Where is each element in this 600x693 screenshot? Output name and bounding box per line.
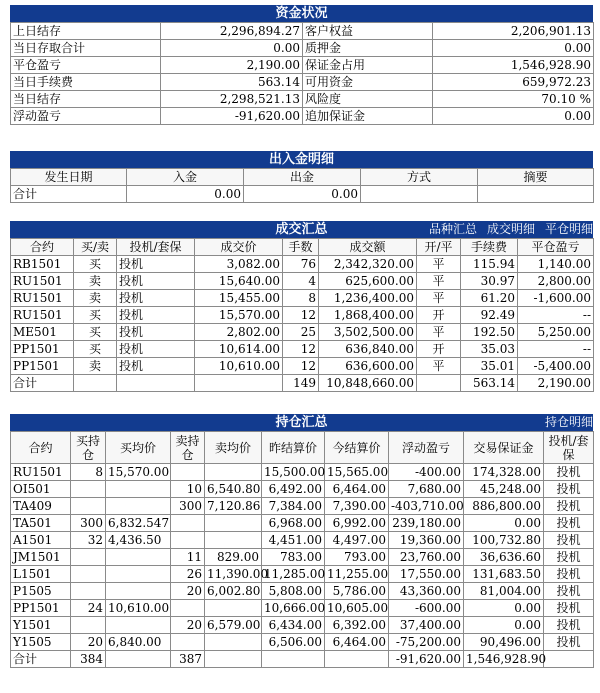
- summary-cell: 当日手续费: [11, 74, 161, 91]
- position-column-header: 卖持仓: [171, 432, 205, 464]
- position-cell: 投机: [544, 498, 594, 515]
- position-summary-header: [10, 414, 593, 431]
- deposit-column-header: 发生日期: [11, 169, 127, 186]
- position-cell: 6,540.80: [205, 481, 262, 498]
- position-cell: [205, 515, 262, 532]
- position-cell: 投机: [544, 532, 594, 549]
- trade-column-header: 成交额: [319, 239, 417, 256]
- position-total-cell: [106, 651, 171, 668]
- position-column-header: 卖均价: [205, 432, 262, 464]
- trade-cell: 8: [283, 290, 319, 307]
- position-cell: [106, 498, 171, 515]
- trade-total-cell: 563.14: [461, 375, 518, 392]
- position-cell: 20: [171, 617, 205, 634]
- summary-cell: 追加保证金: [303, 108, 433, 125]
- position-cell: 6,840.00: [106, 634, 171, 651]
- summary-row: [11, 91, 594, 108]
- position-row: [11, 549, 594, 566]
- position-cell: 6,002.80: [205, 583, 262, 600]
- deposit-header-row: [11, 169, 594, 186]
- summary-cell: 0.00: [161, 40, 303, 57]
- trade-summary-link[interactable]: 平仓明细: [544, 222, 593, 236]
- position-cell: [71, 498, 106, 515]
- trade-column-header: 合约: [11, 239, 74, 256]
- trade-cell: --: [518, 341, 594, 358]
- position-cell: [106, 481, 171, 498]
- position-cell: 10,610.00: [106, 600, 171, 617]
- deposit-cell: [361, 186, 478, 203]
- deposit-withdrawal-title: 出入金明细: [10, 151, 593, 168]
- trade-cell: 1,868,400.00: [319, 307, 417, 324]
- trade-summary-links: [419, 221, 593, 238]
- summary-row: [11, 40, 594, 57]
- position-cell: -400.00: [389, 464, 464, 481]
- position-cell: [106, 566, 171, 583]
- position-cell: 投机: [544, 600, 594, 617]
- position-cell: 15,500.00: [262, 464, 325, 481]
- position-cell: Y1501: [11, 617, 71, 634]
- summary-row: [11, 57, 594, 74]
- position-cell: 239,180.00: [389, 515, 464, 532]
- position-cell: 5,786.00: [325, 583, 389, 600]
- summary-cell: 2,298,521.13: [161, 91, 303, 108]
- position-row: [11, 532, 594, 549]
- position-total-cell: [325, 651, 389, 668]
- position-cell: 20: [171, 583, 205, 600]
- position-cell: RU1501: [11, 464, 71, 481]
- position-header-row: [11, 432, 594, 464]
- position-cell: P1505: [11, 583, 71, 600]
- position-cell: 0.00: [464, 600, 544, 617]
- summary-cell: 1,546,928.90: [433, 57, 594, 74]
- position-row: [11, 464, 594, 481]
- position-cell: [71, 549, 106, 566]
- trade-cell: 投机: [117, 290, 195, 307]
- trade-cell: 12: [283, 341, 319, 358]
- summary-cell: 70.10 %: [433, 91, 594, 108]
- summary-cell: 2,206,901.13: [433, 23, 594, 40]
- position-cell: 36,636.60: [464, 549, 544, 566]
- position-cell: 投机: [544, 566, 594, 583]
- summary-cell: -91,620.00: [161, 108, 303, 125]
- position-total-cell: [205, 651, 262, 668]
- position-total-cell: -91,620.00: [389, 651, 464, 668]
- deposit-withdrawal-table: [10, 168, 594, 203]
- position-cell: 6,392.00: [325, 617, 389, 634]
- position-row: [11, 583, 594, 600]
- position-cell: 7,120.86: [205, 498, 262, 515]
- summary-row: [11, 23, 594, 40]
- position-total-cell: 384: [71, 651, 106, 668]
- position-cell: 23,760.00: [389, 549, 464, 566]
- position-cell: 0.00: [464, 515, 544, 532]
- trade-cell: RU1501: [11, 307, 74, 324]
- trade-cell: 4: [283, 273, 319, 290]
- position-cell: JM1501: [11, 549, 71, 566]
- position-cell: [171, 532, 205, 549]
- position-cell: 174,328.00: [464, 464, 544, 481]
- position-cell: [71, 481, 106, 498]
- position-cell: 15,565.00: [325, 464, 389, 481]
- position-cell: 5,808.00: [262, 583, 325, 600]
- position-column-header: 投机/套保: [544, 432, 594, 464]
- trade-cell: --: [518, 307, 594, 324]
- trade-cell: 卖: [74, 358, 117, 375]
- deposit-column-header: 出金: [244, 169, 361, 186]
- position-cell: 37,400.00: [389, 617, 464, 634]
- position-cell: 783.00: [262, 549, 325, 566]
- position-cell: 300: [171, 498, 205, 515]
- trade-cell: 平: [417, 290, 461, 307]
- deposit-column-header: 摘要: [478, 169, 594, 186]
- position-cell: 19,360.00: [389, 532, 464, 549]
- trade-row: [11, 256, 594, 273]
- summary-cell: 当日结存: [11, 91, 161, 108]
- position-cell: [171, 634, 205, 651]
- trade-row: [11, 290, 594, 307]
- trade-cell: 625,600.00: [319, 273, 417, 290]
- trade-summary-table: [10, 238, 594, 392]
- trade-cell: 10,610.00: [195, 358, 283, 375]
- position-column-header: 买持仓: [71, 432, 106, 464]
- trade-cell: 买: [74, 307, 117, 324]
- trade-cell: 平: [417, 358, 461, 375]
- position-cell: TA409: [11, 498, 71, 515]
- position-cell: 投机: [544, 583, 594, 600]
- trade-cell: 3,502,500.00: [319, 324, 417, 341]
- position-cell: 15,570.00: [106, 464, 171, 481]
- summary-row: [11, 108, 594, 125]
- position-total-cell: 1,546,928.90: [464, 651, 544, 668]
- summary-cell: 上日结存: [11, 23, 161, 40]
- trade-cell: RB1501: [11, 256, 74, 273]
- position-summary-links: [535, 414, 593, 431]
- trade-total-cell: 合计: [11, 375, 74, 392]
- position-cell: [106, 549, 171, 566]
- trade-summary-title: 成交汇总: [275, 222, 328, 237]
- trade-cell: -5,400.00: [518, 358, 594, 375]
- deposit-withdrawal-section: [10, 151, 593, 203]
- position-cell: [205, 532, 262, 549]
- summary-cell: 浮动盈亏: [11, 108, 161, 125]
- position-cell: 4,497.00: [325, 532, 389, 549]
- trade-column-header: 买/卖: [74, 239, 117, 256]
- position-cell: 81,004.00: [464, 583, 544, 600]
- trade-cell: 投机: [117, 358, 195, 375]
- trade-row: [11, 273, 594, 290]
- trade-column-header: 手数: [283, 239, 319, 256]
- trade-column-header: 投机/套保: [117, 239, 195, 256]
- position-summary-table: [10, 431, 594, 668]
- position-cell: 7,390.00: [325, 498, 389, 515]
- summary-cell: 平仓盈亏: [11, 57, 161, 74]
- position-cell: [205, 464, 262, 481]
- position-total-cell: [262, 651, 325, 668]
- trade-header-row: [11, 239, 594, 256]
- position-cell: 17,550.00: [389, 566, 464, 583]
- trade-summary-link[interactable]: 品种汇总: [428, 222, 477, 236]
- trade-cell: RU1501: [11, 290, 74, 307]
- position-cell: 32: [71, 532, 106, 549]
- position-cell: [205, 600, 262, 617]
- position-cell: 90,496.00: [464, 634, 544, 651]
- position-summary-section: [10, 414, 593, 668]
- trade-cell: 12: [283, 358, 319, 375]
- trade-row: [11, 358, 594, 375]
- position-cell: A1501: [11, 532, 71, 549]
- trade-total-cell: [74, 375, 117, 392]
- position-row: [11, 498, 594, 515]
- trade-cell: 卖: [74, 273, 117, 290]
- position-cell: 10,666.00: [262, 600, 325, 617]
- position-row: [11, 600, 594, 617]
- position-cell: L1501: [11, 566, 71, 583]
- position-cell: [205, 634, 262, 651]
- trade-cell: 开: [417, 341, 461, 358]
- deposit-column-header: 入金: [127, 169, 244, 186]
- position-summary-link[interactable]: 持仓明细: [544, 415, 593, 429]
- trade-cell: RU1501: [11, 273, 74, 290]
- position-cell: 829.00: [205, 549, 262, 566]
- position-total-cell: 387: [171, 651, 205, 668]
- trade-cell: 25: [283, 324, 319, 341]
- trade-row: [11, 307, 594, 324]
- position-cell: 300: [71, 515, 106, 532]
- trade-cell: PP1501: [11, 341, 74, 358]
- position-cell: 6,992.00: [325, 515, 389, 532]
- trade-row: [11, 341, 594, 358]
- position-cell: 0.00: [464, 617, 544, 634]
- trade-total-cell: 10,848,660.00: [319, 375, 417, 392]
- trade-cell: 2,342,320.00: [319, 256, 417, 273]
- position-cell: 投机: [544, 515, 594, 532]
- position-cell: 10: [171, 481, 205, 498]
- funds-summary-section: [10, 5, 593, 125]
- trade-cell: 61.20: [461, 290, 518, 307]
- position-cell: -75,200.00: [389, 634, 464, 651]
- position-cell: 投机: [544, 549, 594, 566]
- position-cell: -600.00: [389, 600, 464, 617]
- trade-total-cell: [417, 375, 461, 392]
- trade-cell: 76: [283, 256, 319, 273]
- position-row: [11, 566, 594, 583]
- summary-cell: 客户权益: [303, 23, 433, 40]
- funds-summary-table: [10, 22, 594, 125]
- summary-cell: 保证金占用: [303, 57, 433, 74]
- trade-cell: 3,082.00: [195, 256, 283, 273]
- position-cell: 6,464.00: [325, 634, 389, 651]
- deposit-cell: 0.00: [127, 186, 244, 203]
- position-cell: 投机: [544, 617, 594, 634]
- position-column-header: 交易保证金: [464, 432, 544, 464]
- summary-cell: 0.00: [433, 108, 594, 125]
- position-column-header: 昨结算价: [262, 432, 325, 464]
- trade-cell: PP1501: [11, 358, 74, 375]
- trade-cell: 15,640.00: [195, 273, 283, 290]
- deposit-column-header: 方式: [361, 169, 478, 186]
- position-cell: [71, 617, 106, 634]
- summary-cell: 2,296,894.27: [161, 23, 303, 40]
- position-cell: -403,710.00: [389, 498, 464, 515]
- summary-cell: 风险度: [303, 91, 433, 108]
- trade-summary-section: [10, 221, 593, 392]
- trade-cell: 192.50: [461, 324, 518, 341]
- position-row: [11, 515, 594, 532]
- position-column-header: 今结算价: [325, 432, 389, 464]
- position-cell: PP1501: [11, 600, 71, 617]
- trade-cell: 平: [417, 256, 461, 273]
- position-cell: TA501: [11, 515, 71, 532]
- trade-cell: 10,614.00: [195, 341, 283, 358]
- trade-cell: 5,250.00: [518, 324, 594, 341]
- position-cell: 6,434.00: [262, 617, 325, 634]
- position-cell: 投机: [544, 481, 594, 498]
- position-cell: 11,285.00: [262, 566, 325, 583]
- trade-cell: 投机: [117, 273, 195, 290]
- position-cell: 11: [171, 549, 205, 566]
- trade-cell: 30.97: [461, 273, 518, 290]
- position-cell: [171, 515, 205, 532]
- position-cell: 131,683.50: [464, 566, 544, 583]
- position-row: [11, 481, 594, 498]
- position-cell: 4,436.50: [106, 532, 171, 549]
- summary-cell: 当日存取合计: [11, 40, 161, 57]
- trade-cell: 1,140.00: [518, 256, 594, 273]
- trade-cell: 投机: [117, 307, 195, 324]
- trade-cell: 买: [74, 324, 117, 341]
- position-cell: 4,451.00: [262, 532, 325, 549]
- trade-total-cell: 149: [283, 375, 319, 392]
- position-cell: 886,800.00: [464, 498, 544, 515]
- position-cell: 6,464.00: [325, 481, 389, 498]
- position-total-cell: [544, 651, 594, 668]
- position-cell: OI501: [11, 481, 71, 498]
- trade-cell: 投机: [117, 256, 195, 273]
- position-cell: 6,579.00: [205, 617, 262, 634]
- trade-cell: 2,800.00: [518, 273, 594, 290]
- trade-cell: 投机: [117, 324, 195, 341]
- position-cell: 6,968.00: [262, 515, 325, 532]
- trade-cell: 15,455.00: [195, 290, 283, 307]
- trade-column-header: 平仓盈亏: [518, 239, 594, 256]
- summary-cell: 2,190.00: [161, 57, 303, 74]
- position-cell: 6,506.00: [262, 634, 325, 651]
- trade-cell: ME501: [11, 324, 74, 341]
- trade-cell: 买: [74, 256, 117, 273]
- position-row: [11, 634, 594, 651]
- trade-row: [11, 324, 594, 341]
- trade-cell: 15,570.00: [195, 307, 283, 324]
- trade-cell: 92.49: [461, 307, 518, 324]
- position-cell: 45,248.00: [464, 481, 544, 498]
- position-total-cell: 合计: [11, 651, 71, 668]
- deposit-total-row: [11, 186, 594, 203]
- trade-total-row: [11, 375, 594, 392]
- position-cell: [71, 566, 106, 583]
- position-summary-title: 持仓汇总: [275, 415, 328, 430]
- position-cell: 24: [71, 600, 106, 617]
- summary-cell: 563.14: [161, 74, 303, 91]
- position-cell: [171, 464, 205, 481]
- trade-cell: 35.01: [461, 358, 518, 375]
- summary-cell: 659,972.23: [433, 74, 594, 91]
- position-cell: [106, 617, 171, 634]
- trade-cell: 12: [283, 307, 319, 324]
- summary-cell: 质押金: [303, 40, 433, 57]
- summary-cell: 可用资金: [303, 74, 433, 91]
- trade-cell: 115.94: [461, 256, 518, 273]
- trade-cell: 平: [417, 273, 461, 290]
- position-column-header: 买均价: [106, 432, 171, 464]
- position-cell: Y1505: [11, 634, 71, 651]
- trade-cell: 卖: [74, 290, 117, 307]
- position-cell: 6,832.547: [106, 515, 171, 532]
- trade-column-header: 开/平: [417, 239, 461, 256]
- summary-row: [11, 74, 594, 91]
- position-cell: 7,384.00: [262, 498, 325, 515]
- trade-summary-link[interactable]: 成交明细: [486, 222, 535, 236]
- deposit-cell: 0.00: [244, 186, 361, 203]
- position-cell: [106, 583, 171, 600]
- position-cell: 6,492.00: [262, 481, 325, 498]
- position-row: [11, 617, 594, 634]
- position-cell: 20: [71, 634, 106, 651]
- deposit-cell: 合计: [11, 186, 127, 203]
- trade-summary-header: [10, 221, 593, 238]
- position-cell: 43,360.00: [389, 583, 464, 600]
- trade-cell: 开: [417, 307, 461, 324]
- position-cell: 10,605.00: [325, 600, 389, 617]
- position-cell: 11,255.00: [325, 566, 389, 583]
- funds-summary-title: 资金状况: [10, 5, 593, 22]
- deposit-cell: [478, 186, 594, 203]
- trade-cell: 买: [74, 341, 117, 358]
- trade-cell: 636,840.00: [319, 341, 417, 358]
- position-total-row: [11, 651, 594, 668]
- position-cell: 793.00: [325, 549, 389, 566]
- position-cell: 投机: [544, 464, 594, 481]
- trade-cell: 35.03: [461, 341, 518, 358]
- trade-column-header: 手续费: [461, 239, 518, 256]
- position-cell: [71, 583, 106, 600]
- position-column-header: 浮动盈亏: [389, 432, 464, 464]
- trade-cell: 636,600.00: [319, 358, 417, 375]
- position-cell: 11,390.00: [205, 566, 262, 583]
- position-cell: 100,732.80: [464, 532, 544, 549]
- trade-column-header: 成交价: [195, 239, 283, 256]
- summary-cell: 0.00: [433, 40, 594, 57]
- position-cell: [171, 600, 205, 617]
- position-cell: 7,680.00: [389, 481, 464, 498]
- trade-total-cell: 2,190.00: [518, 375, 594, 392]
- trade-cell: 平: [417, 324, 461, 341]
- position-cell: 26: [171, 566, 205, 583]
- trade-cell: -1,600.00: [518, 290, 594, 307]
- position-column-header: 合约: [11, 432, 71, 464]
- trade-total-cell: [195, 375, 283, 392]
- trade-cell: 1,236,400.00: [319, 290, 417, 307]
- position-cell: 8: [71, 464, 106, 481]
- trade-total-cell: [117, 375, 195, 392]
- trade-cell: 投机: [117, 341, 195, 358]
- position-cell: 投机: [544, 634, 594, 651]
- trade-cell: 2,802.00: [195, 324, 283, 341]
